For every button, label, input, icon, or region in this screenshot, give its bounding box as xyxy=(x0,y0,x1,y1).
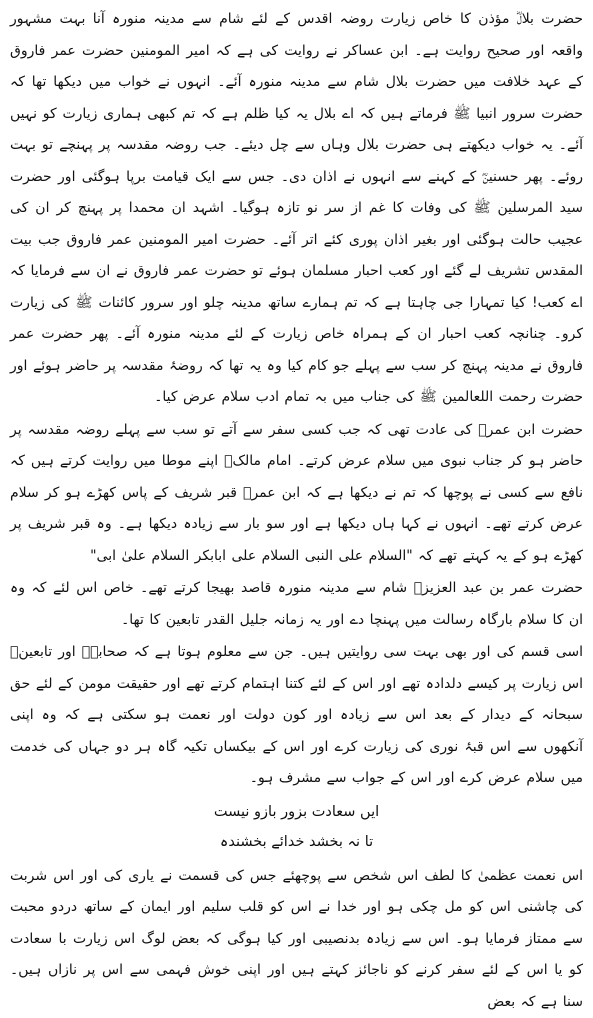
couplet-line-1: ایں سعادت بزور بازو نیست xyxy=(10,797,583,827)
paragraph-closing: اس نعمت عظمیٰ کا لطف اس شخص سے پوچھئے جس کی قسمت نے یاری کی اور اس شربت کی چاشنی اس کو مل چکی ہو اور خدا نے اس کو قلب سلیم اور ایمان کے ساتھ دردو محبت سے ممتاز فرمایا ہو۔ اس سے زیادہ بدنصیبی اور کیا ہوگی کہ بعض لوگ اس زیارت با سعادت کو یا اس کے لئے سفر کرنے کو ناجائز کہتے ہیں اور اپنی خوش فہمی سے اس پر نازاں ہیں۔ سنا ہے کہ بعض xyxy=(10,861,583,1018)
paragraph-ibn-umar: حضرت ابن عمرؓ کی عادت تھی کہ جب کسی سفر سے آتے تو سب سے پہلے روضہ مقدسہ پر حاضر ہو کر جناب نبوی میں سلام عرض کرتے۔ امام مالکؒ اپنے موطا میں روایت کرتے ہیں کہ نافع سے کسی نے پوچھا کہ تم نے دیکھا ہے کہ ابن عمرؓ قبر شریف کے پاس کھڑے ہو کر سلام عرض کرتے تھے۔ انہوں نے کہا ہاں دیکھا ہے اور سو بار سے زیادہ دیکھا ہے۔ وہ قبر شریف پر کھڑے ہو کے یہ کہتے تھے کہ "السلام علی النبی السلام علی ابابکر السلام علیٰ ابی" xyxy=(10,415,583,573)
couplet-line-2: تا نہ بخشد خدائے بخشندہ xyxy=(10,827,583,857)
paragraph-other-narrations: اسی قسم کی اور بھی بہت سی روایتیں ہیں۔ جن سے معلوم ہوتا ہے کہ صحابہؓ اور تابعینؒ اس زیارت پر کیسے دلدادہ تھے اور اس کے لئے کتنا اہتمام کرتے تھے اور حقیقت مومن کے لئے حق سبحانہ کے دیدار کے بعد اس سے زیادہ اور کون دولت اور نعمت ہو سکتی ہے کہ وہ اپنی آنکھوں سے اس قبۂ نوری کی زیارت کرے اور اس کے بیکساں تکیہ گاہ ہر دو جہاں کی خدمت میں سلام عرض کرے اور اس کے جواب سے مشرف ہو۔ xyxy=(10,637,583,795)
paragraph-bilal-visit: حضرت بلالؓ مؤذن کا خاص زیارت روضہ اقدس کے لئے شام سے مدینہ منورہ آنا بہت مشہور واقعہ اور صحیح روایت ہے۔ ابن عساکر نے روایت کی ہے کہ امیر المومنین حضرت عمر فاروق کے عہد خلافت میں حضرت بلال شام سے مدینہ منورہ آئے۔ انہوں نے خواب میں دیکھا تھا کہ حضرت سرور انبیا ﷺ فرماتے ہیں کہ اے بلال یہ کیا ظلم ہے کہ تم کبھی ہماری زیارت کو نہیں آئے۔ یہ خواب دیکھتے ہی حضرت بلال وہاں سے چل دیئے۔ جب روضہ مقدسہ پر پہنچے تو بہت روئے۔ پھر حسنینؓ کے کہنے سے انہوں نے اذان دی۔ جس سے ایک قیامت برپا ہوگئی اور حضرت سید المرسلین ﷺ کی وفات کا غم از سر نو تازہ ہوگیا۔ اشہد ان محمدا پر پہنچ کر ان کی عجیب حالت ہوگئی اور بغیر اذان پوری کئے اتر آئے۔ حضرت امیر المومنین عمر فاروق جب بیت المقدس تشریف لے گئے اور کعب احبار مسلمان ہوئے تو حضرت عمر فاروق نے ان سے فرمایا کہ اے کعب! کیا تمہارا جی چاہتا ہے کہ تم ہمارے ساتھ مدینہ چلو اور سرور کائنات ﷺ کی زیارت کرو۔ چنانچہ کعب احبار ان کے ہمراہ خاص زیارت کے لئے مدینہ منورہ آئے۔ پھر حضرت عمر فاروق نے مدینہ پہنچ کر سب سے پہلے جو کام کیا وہ یہ تھا کہ روضۂ مقدسہ پر حاضر ہوئے اور حضرت رحمت اللعالمین ﷺ کی جناب میں بہ تمام ادب سلام عرض کیا۔ xyxy=(10,4,583,414)
persian-couplet xyxy=(10,797,583,857)
paragraph-umar-bin-abdulaziz: حضرت عمر بن عبد العزیزؒ شام سے مدینہ منورہ قاصد بھیجا کرتے تھے۔ خاص اس لئے کہ وہ ان کا سلام بارگاہ رسالت میں پہنچا دے اور یہ زمانہ جلیل القدر تابعین کا تھا۔ xyxy=(10,573,583,636)
